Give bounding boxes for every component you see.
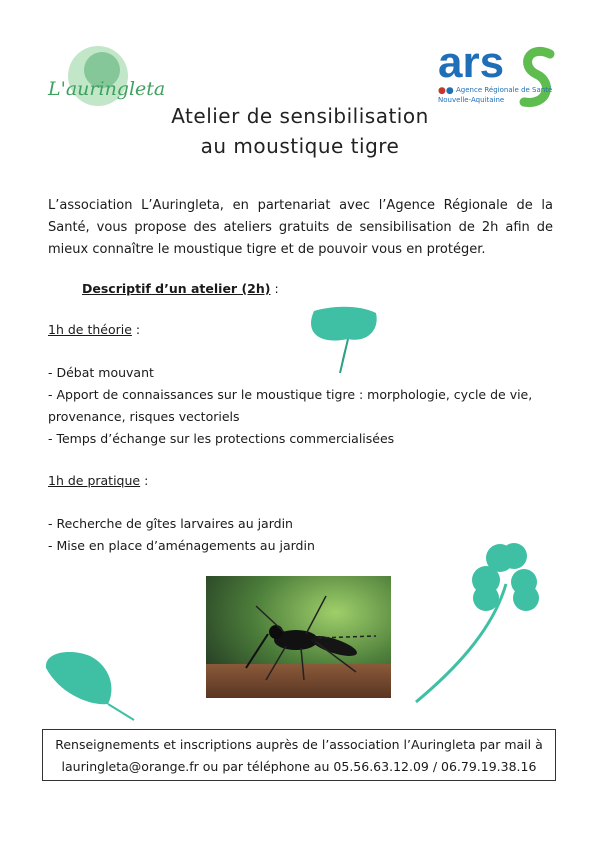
mosquito-photo — [206, 576, 391, 698]
page-title-line-2: au moustique tigre — [200, 134, 400, 158]
mosquito-photo-image — [206, 576, 391, 698]
theory-heading — [48, 319, 140, 341]
ars-dots: ●● — [438, 86, 454, 96]
list-item: - Temps d’échange sur les protections commercialisées — [48, 431, 395, 446]
list-item: - Apport de connaissances sur le moustique tigre : morphologie, cycle de vie, provenance, risques vectoriels — [48, 387, 533, 424]
ars-subtitle-2: Nouvelle-Aquitaine — [438, 96, 505, 104]
theory-heading-label: 1h de théorie — [48, 322, 132, 337]
contact-line-1: Renseignements et inscriptions auprès de l’association l’Auringleta par mail à — [55, 737, 543, 752]
ginkgo-leaf-icon — [300, 305, 380, 375]
list-item: - Mise en place d’aménagements au jardin — [48, 538, 315, 553]
list-item: - Recherche de gîtes larvaires au jardin — [48, 516, 293, 531]
descriptif-suffix: : — [270, 281, 279, 296]
practice-heading — [48, 470, 148, 492]
ars-logo-text: ars — [438, 38, 505, 87]
round-leaf-icon — [40, 648, 140, 728]
practice-heading-label: 1h de pratique — [48, 473, 141, 488]
descriptif-heading — [82, 278, 279, 300]
theory-list — [48, 362, 553, 450]
theory-heading-suffix: : — [131, 322, 141, 337]
contact-line-2: lauringleta@orange.fr ou par téléphone au 05.56.63.12.09 / 06.79.19.38.16 — [61, 759, 537, 774]
contact-box — [42, 729, 556, 781]
page-title-line-1: Atelier de sensibilisation — [171, 104, 429, 128]
list-item: - Débat mouvant — [48, 365, 154, 380]
descriptif-label: Descriptif d’un atelier (2h) — [82, 281, 271, 296]
practice-heading-suffix: : — [140, 473, 149, 488]
clover-icon — [412, 542, 552, 707]
ars-subtitle-1: Agence Régionale de Santé — [456, 86, 553, 94]
logo-text: L'auringleta — [48, 78, 166, 100]
intro-paragraph: L’association L’Auringleta, en partenariat avec l’Agence Régionale de la Santé, vous propose des ateliers gratuits de sensibilisation de 2h afin de mieux connaître le moustique tigre et de pouvoir vous en protéger. — [48, 198, 553, 257]
